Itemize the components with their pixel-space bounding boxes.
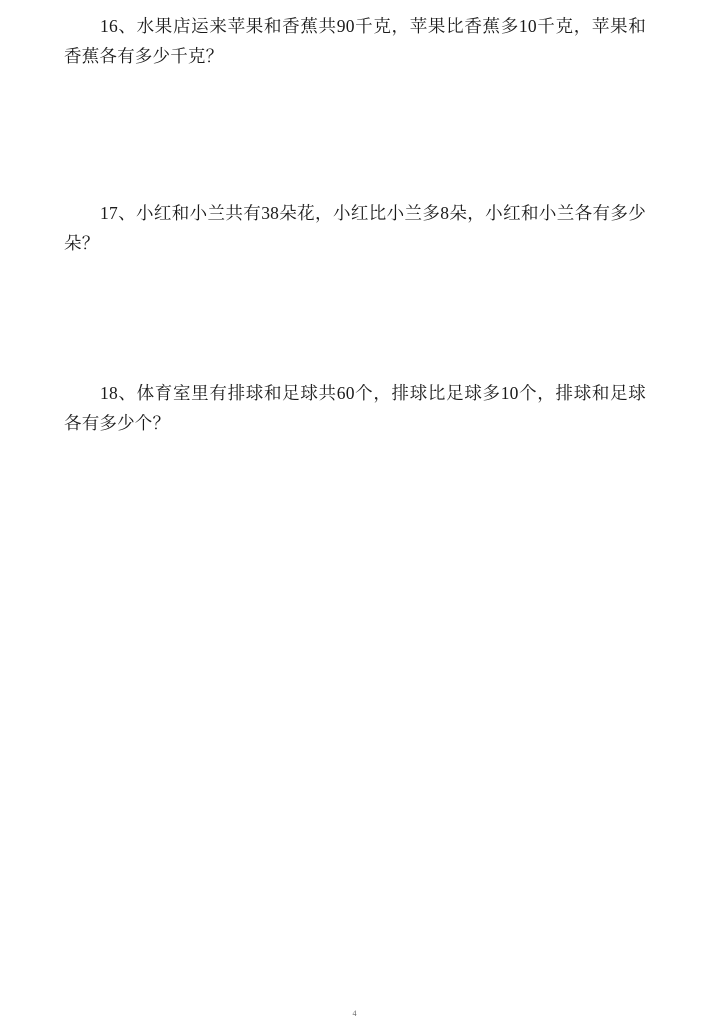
problem-item-18 xyxy=(64,378,646,438)
problem-text-18: 18、体育室里有排球和足球共60个，排球比足球多10个，排球和足球各有多少个？ xyxy=(64,383,646,433)
problem-item-17 xyxy=(64,198,646,258)
problem-text-16: 16、水果店运来苹果和香蕉共90千克，苹果比香蕉多10千克，苹果和香蕉各有多少千克？ xyxy=(64,16,646,66)
problem-text-17: 17、小红和小兰共有38朵花，小红比小兰多8朵，小红和小兰各有多少朵？ xyxy=(64,203,646,253)
problem-item-16 xyxy=(64,11,646,71)
page-number: 4 xyxy=(352,1009,357,1018)
